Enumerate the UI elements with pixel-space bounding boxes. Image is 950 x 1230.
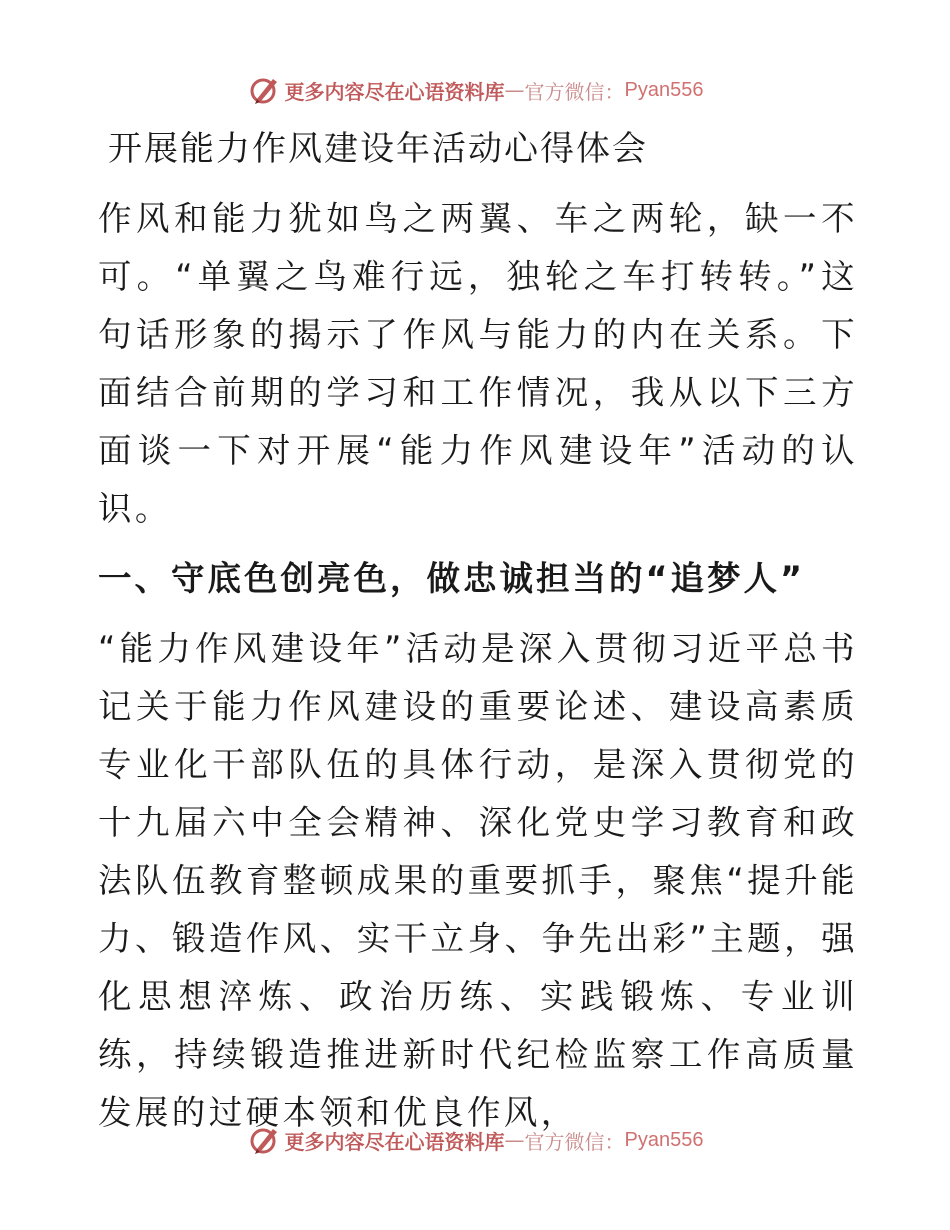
- document-title: 开展能力作风建设年活动心得体会: [108, 129, 648, 169]
- pen-logo-icon: [247, 73, 281, 107]
- pen-logo-icon: [247, 1123, 281, 1157]
- footer-watermark: [0, 1120, 950, 1160]
- watermark-official-label: 官方微信：: [524, 79, 625, 104]
- watermark-wechat-id: Pyan556: [624, 78, 704, 101]
- watermark-separator: —: [504, 78, 525, 102]
- intro-paragraph: 作风和能力犹如鸟之两翼、车之两轮，缺一不可。“单翼之鸟难行远，独轮之车打转转。”这句话形象的揭示了作风与能力的内在关系。下面结合前期的学习和工作情况，我从以下三方面谈一下对开展“能力作风建设年”活动的认识。: [98, 199, 858, 528]
- header-watermark: [0, 70, 950, 110]
- section-paragraph: “能力作风建设年”活动是深入贯彻习近平总书记关于能力作风建设的重要论述、建设高素质专业化干部队伍的具体行动，是深入贯彻党的十九届六中全会精神、深化党史学习教育和政法队伍教育整顿成果的重要抓手，聚焦“提升能力、锻造作风、实干立身、争先出彩”主题，强化思想淬炼、政治历练、实践锻炼、专业训练，持续锻造推进新时代纪检监察工作高质量发展的过硬本领和优良作风，: [98, 629, 858, 1132]
- document-body: [98, 120, 858, 1142]
- watermark-wechat-id: Pyan556: [624, 1128, 704, 1151]
- watermark-brand: 更多内容尽在心语资料库: [284, 79, 505, 104]
- watermark-separator: —: [504, 1128, 525, 1152]
- watermark-official-label: 官方微信：: [524, 1129, 625, 1154]
- watermark-brand: 更多内容尽在心语资料库: [284, 1129, 505, 1154]
- section-heading: 一、守底色创亮色，做忠诚担当的“追梦人”: [98, 559, 806, 598]
